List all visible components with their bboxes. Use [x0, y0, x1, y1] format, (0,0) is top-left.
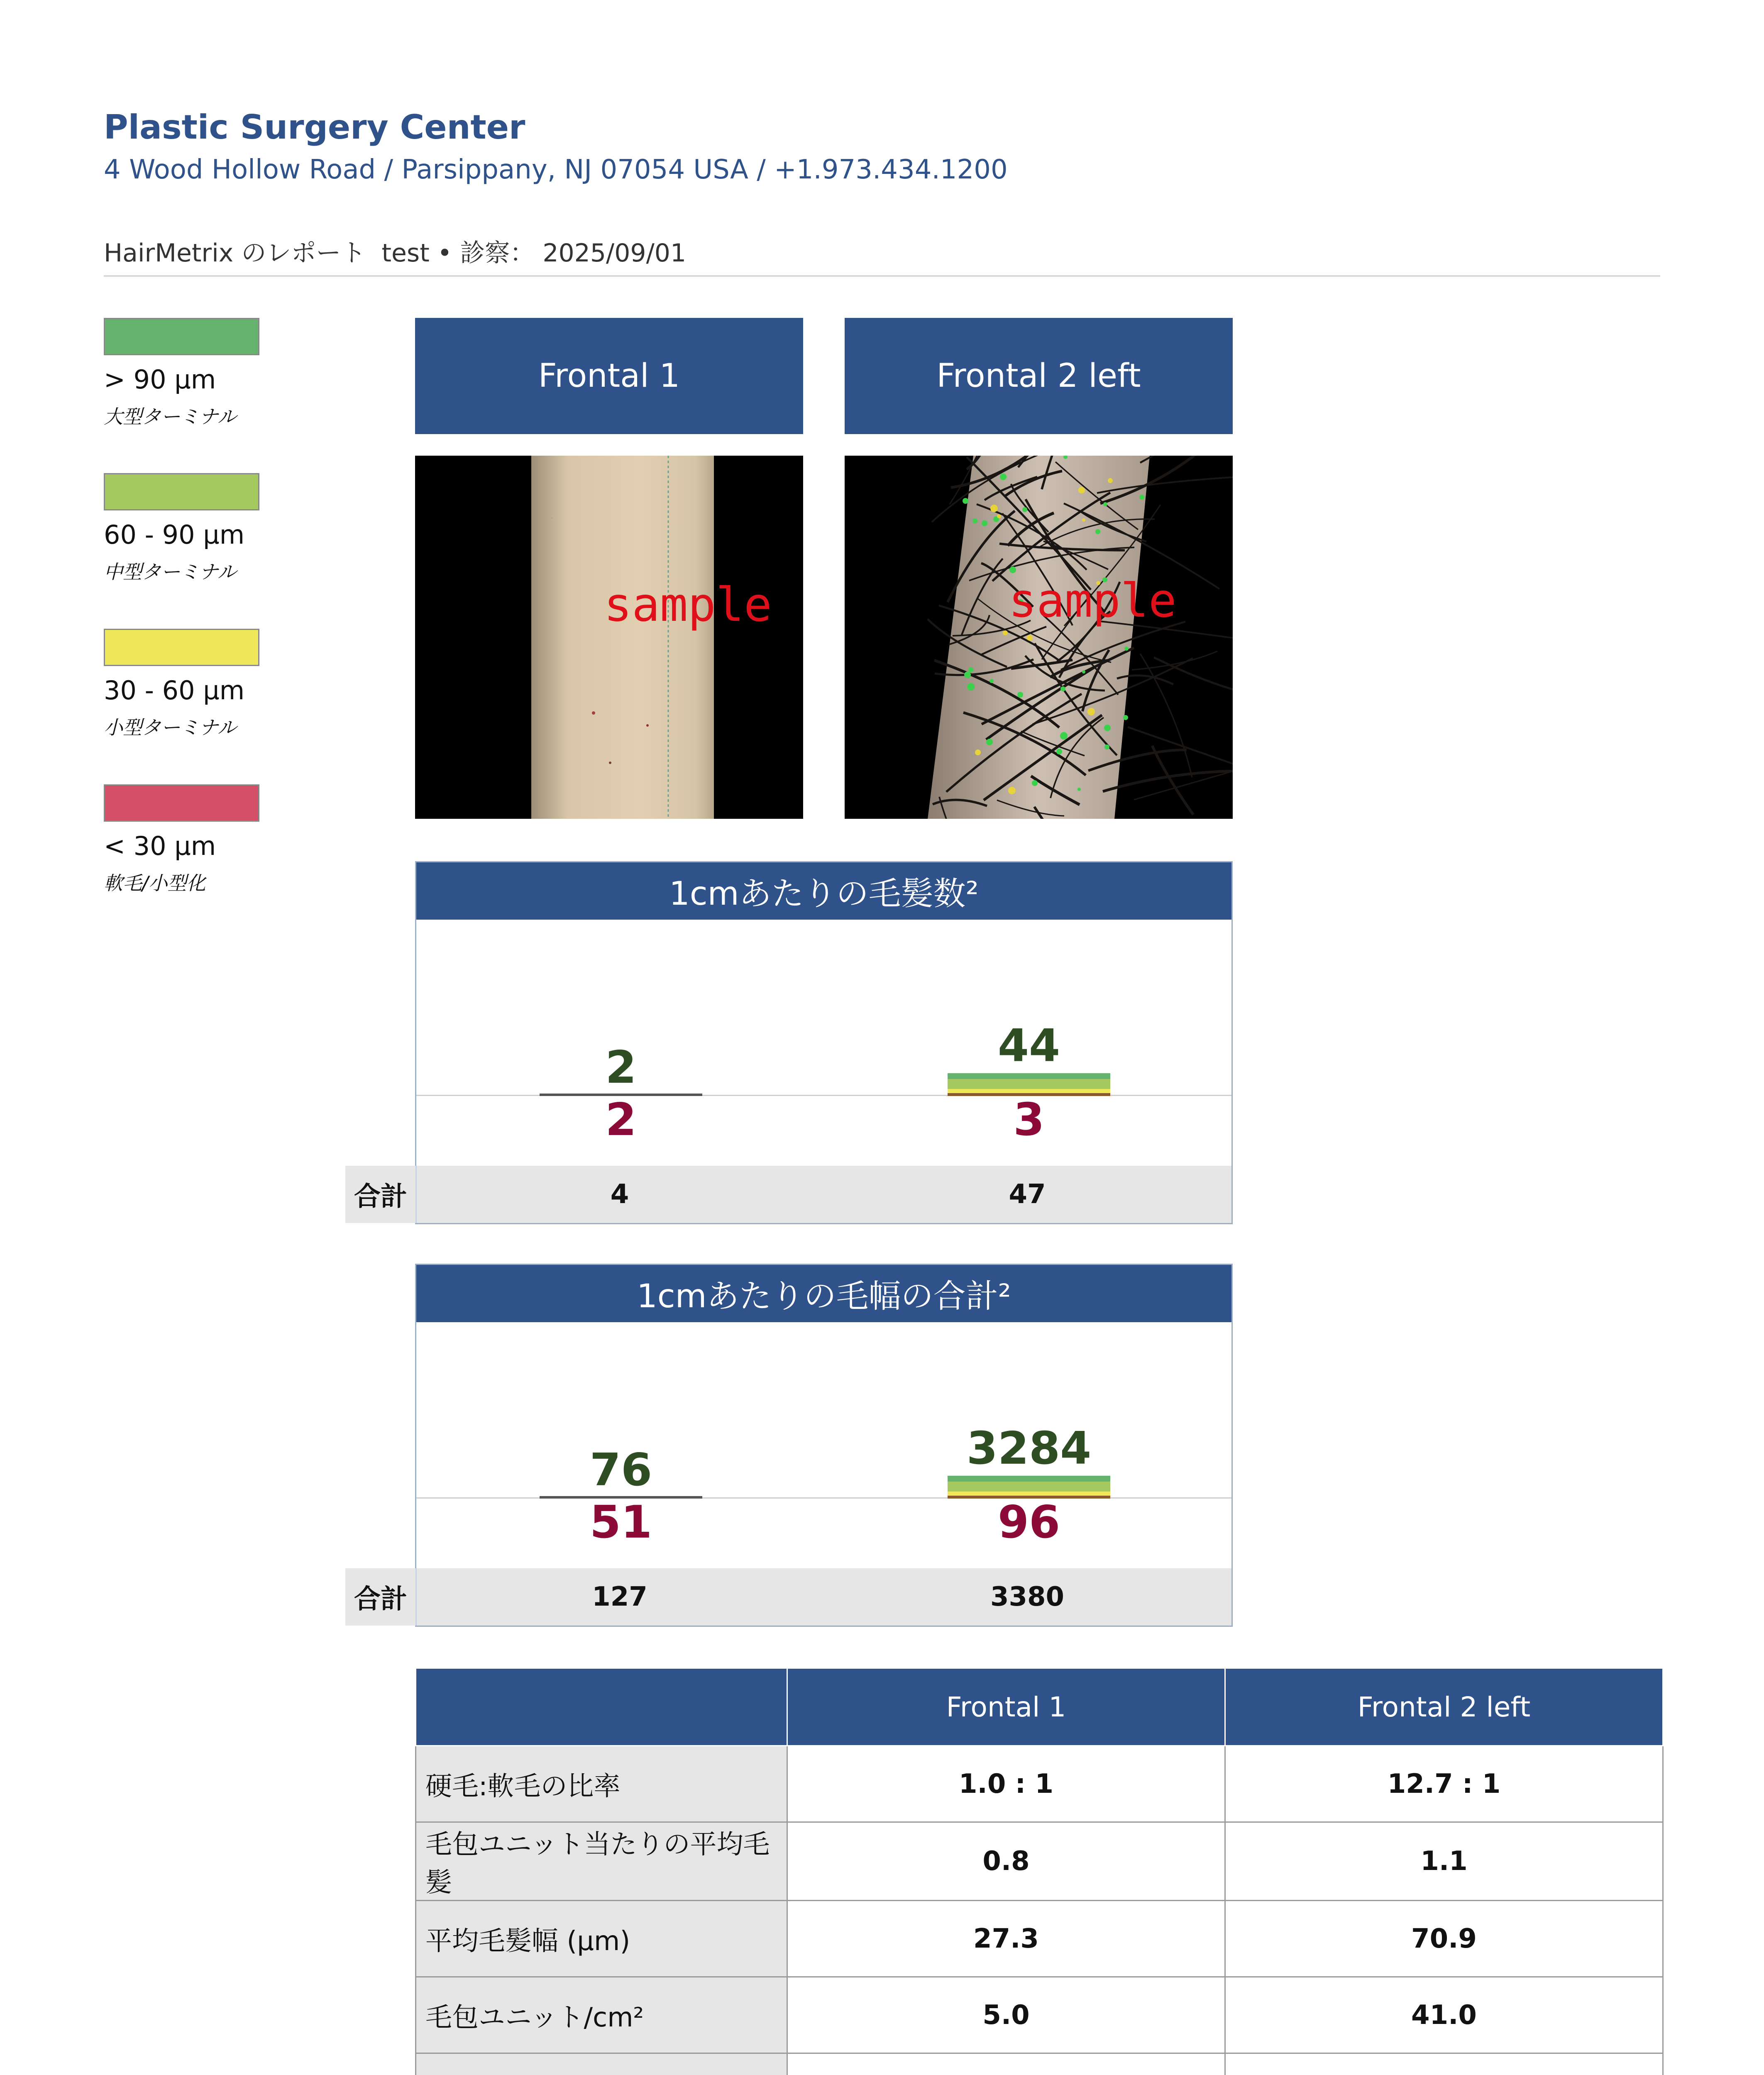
sample-watermark: sample: [604, 578, 772, 632]
cell-value: [787, 2053, 1225, 2075]
cell-value: 5.0: [787, 1977, 1225, 2053]
scalp-image-frontal-2-left: [845, 456, 1233, 819]
total-frontal-2-left: 47: [1009, 1179, 1046, 1210]
metrics-table: [415, 1667, 1664, 2075]
legend-swatch-large-terminal: [104, 318, 259, 355]
total-frontal-2-left: 3380: [990, 1582, 1065, 1612]
cell-value: 70.9: [1225, 1901, 1663, 1977]
terminal-width-frontal-1: 76: [589, 1444, 652, 1496]
column-header: Frontal 1: [787, 1668, 1225, 1746]
scalp-photo-frontal-2-left: [845, 456, 1233, 819]
legend-class: 中型ターミナル: [104, 561, 237, 583]
row-label: 毛包ユニット/cm²: [416, 1977, 787, 2053]
cell-value: 41.0: [1225, 1977, 1663, 2053]
bar-segment-large-terminal: [948, 1476, 1110, 1482]
column-header: [416, 1668, 787, 1746]
column-header: Frontal 2 left: [1225, 1668, 1663, 1746]
bar-segment-large-terminal: [948, 1073, 1110, 1079]
total-label: 合計: [345, 1166, 416, 1223]
row-label: 硬毛:軟毛の比率: [416, 1746, 787, 1822]
vellus-width-frontal-2-left: 96: [997, 1496, 1060, 1548]
table-row: [416, 1901, 1663, 1977]
terminal-count-frontal-2-left: 44: [997, 1020, 1060, 1072]
table-row: [416, 2053, 1663, 2075]
cell-value: 12.7 : 1: [1225, 1746, 1663, 1822]
chart-title: 1cmあたりの毛幅の合計²: [416, 1265, 1231, 1322]
clinic-name: Plastic Surgery Center: [104, 108, 525, 146]
vellus-count-frontal-1: 2: [605, 1094, 637, 1146]
photo-header-frontal-1: Frontal 1: [415, 318, 803, 434]
legend-range: < 30 µm: [104, 831, 216, 861]
header-divider: [104, 275, 1660, 277]
row-label: 毛包ユニット当たりの平均毛髪: [416, 1822, 787, 1901]
table-row: [416, 1977, 1663, 2053]
vellus-width-frontal-1: 51: [589, 1496, 652, 1548]
cell-value: 1.1: [1225, 1822, 1663, 1901]
row-label: 平均毛髪幅 (µm): [416, 1901, 787, 1977]
scalp-image-frontal-1: [415, 456, 803, 819]
chart-title: 1cmあたりの毛髪数²: [416, 862, 1231, 920]
bar-segment-small-terminal: [948, 1089, 1110, 1093]
table-row: [416, 1746, 1663, 1822]
legend-class: 大型ターミナル: [104, 405, 237, 428]
legend-swatch-medium-terminal: [104, 473, 259, 510]
row-label: [416, 2053, 787, 2075]
total-frontal-1: 4: [610, 1179, 629, 1210]
cell-value: 27.3: [787, 1901, 1225, 1977]
vellus-count-frontal-2-left: 3: [1013, 1094, 1045, 1146]
cell-value: 0.8: [787, 1822, 1225, 1901]
bar-segment-medium-terminal: [948, 1079, 1110, 1089]
bar-segment-small-terminal: [948, 1492, 1110, 1496]
hair-width-chart: [415, 1264, 1233, 1627]
sample-watermark: sample: [1009, 574, 1177, 628]
scalp-photo-frontal-1: [415, 456, 803, 819]
photo-header-frontal-2-left: Frontal 2 left: [845, 318, 1233, 434]
legend-class: 小型ターミナル: [104, 716, 237, 739]
cell-value: 1.0 : 1: [787, 1746, 1225, 1822]
table-header-row: [416, 1668, 1663, 1746]
table-row: [416, 1822, 1663, 1901]
legend-range: 60 - 90 µm: [104, 520, 245, 550]
total-frontal-1: 127: [592, 1582, 647, 1612]
total-row: [416, 1166, 1231, 1223]
legend-swatch-vellus: [104, 784, 259, 822]
total-label: 合計: [345, 1568, 416, 1626]
total-row: [416, 1568, 1231, 1626]
legend-class: 軟毛/小型化: [104, 872, 206, 894]
bar-segment-medium-terminal: [948, 1482, 1110, 1492]
cell-value: [1225, 2053, 1663, 2075]
legend-range: > 90 µm: [104, 364, 216, 395]
terminal-count-frontal-1: 2: [605, 1042, 637, 1094]
legend-range: 30 - 60 µm: [104, 675, 245, 706]
terminal-width-frontal-2-left: 3284: [966, 1423, 1092, 1474]
report-title: HairMetrix のレポート test • 診察： 2025/09/01: [104, 239, 687, 268]
hair-count-chart: [415, 861, 1233, 1224]
clinic-address: 4 Wood Hollow Road / Parsippany, NJ 07054 USA / +1.973.434.1200: [104, 154, 1008, 185]
legend-swatch-small-terminal: [104, 629, 259, 666]
